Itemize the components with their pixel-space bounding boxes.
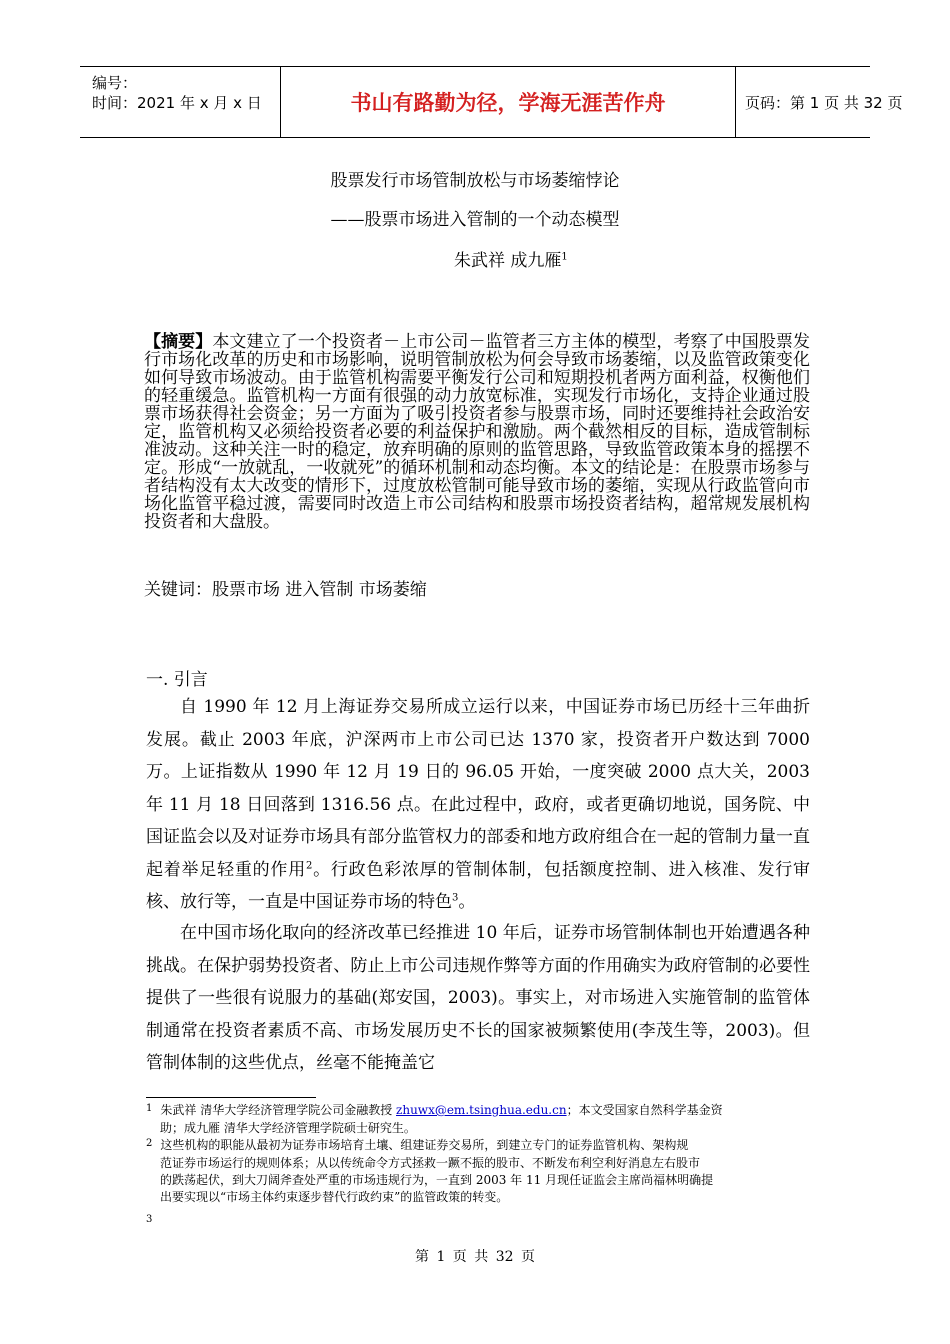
footnote-ref-2[interactable]: 2 — [305, 859, 313, 871]
paper-subtitle: ——股票市场进入管制的一个动态模型 — [330, 210, 620, 230]
number-label: 编号： — [92, 74, 138, 92]
paragraph-text: 在中国市场化取向的经济改革已经推进 10 年后，证券市场管制体制也开始遭遇各种挑战。在保护弱势投资者、防止上市公司违规作弊等方面的作用确实为政府管制的必要性提供了一些很有说服力的基础(郑安国，2003)。事实上，对市场进入实施管制的监管体制通常在投资者素质不高、市场发展历史不长的国家被频繁使用(李茂生等，2003)。但管制体制的这些优点，丝毫不能掩盖它 — [146, 923, 810, 1073]
paragraph-text: 。行政色彩浓厚的管制体制，包括额度控制、进入核准、发行审核、放行等，一直是中国证券市场的特色 — [146, 859, 811, 912]
footnote-2 — [146, 1137, 816, 1206]
page-count-label: 页码：第 1 页 共 32 页 — [745, 93, 903, 112]
header-meta — [80, 67, 280, 137]
body-paragraph-2 — [146, 917, 810, 1080]
time-label: 时间：2021 年 x 月 x 日 — [92, 94, 262, 112]
footnote-text: 出要实现以“市场主体约束逐步替代行政约束”的监管政策的转变。 — [160, 1190, 509, 1204]
abstract — [144, 333, 810, 531]
footnote-1 — [146, 1102, 816, 1137]
paper-title: 股票发行市场管制放松与市场萎缩悖论 — [330, 171, 620, 191]
page-footer: 第 1 页 共 32 页 — [415, 1249, 535, 1265]
footnote-text: 助；成九雁 清华大学经济管理学院硕士研究生。 — [160, 1121, 416, 1135]
body-paragraph-1 — [146, 691, 810, 919]
footnote-number: 2 — [146, 1138, 153, 1149]
page-header — [80, 66, 903, 138]
keywords: 关键词：股票市场 进入管制 市场萎缩 — [144, 580, 427, 600]
footnote-number: 1 — [146, 1103, 153, 1114]
footnote-text: 这些机构的职能从最初为证券市场培育土壤、组建证券交易所，到建立专门的证券监管机构、架构规 — [160, 1138, 689, 1152]
footnote-ref-3[interactable]: 3 — [452, 892, 459, 904]
footnote-text: 朱武祥 清华大学经济管理学院公司金融教授 — [160, 1103, 397, 1117]
paragraph-text: 自 1990 年 12 月上海证券交易所成立运行以来，中国证券市场已历经十三年曲折发展。截止 2003 年底，沪深两市上市公司已达 1370 家，投资者开户数达到 7000 万。上证指数从 1990 年 12 月 19 日的 96.05 开始，一度突破 2000 点大关，2003 年 11 月 18 日回落到 1316.56 点。在此过程中，政府，或者更确切地说，国务院、中国证监会以及对证券市场具有部分监管权力的部委和地方政府组合在一起的管制力量一直起着举足轻重的作用 — [146, 697, 810, 880]
header-slogan-cell — [280, 67, 736, 137]
author-footnote-ref[interactable]: 1 — [561, 251, 568, 263]
header-slogan: 书山有路勤为径，学海无涯苦作舟 — [350, 91, 666, 115]
footnote-number: 3 — [146, 1214, 153, 1225]
paragraph-text: 。 — [458, 892, 476, 912]
section-heading: 一. 引言 — [146, 670, 208, 690]
footnote-3 — [146, 1213, 816, 1231]
abstract-tag: 【摘要】 — [144, 332, 213, 352]
author-names: 朱武祥 成九雁 — [454, 251, 562, 271]
paper-authors — [454, 246, 568, 271]
footnote-text: 的跌荡起伏，到大刀阔斧查处严重的市场违规行为，一直到 2003 年 11 月现任证监会主席尚福林明确提 — [160, 1173, 714, 1187]
abstract-text: 本文建立了一个投资者－上市公司－监管者三方主体的模型，考察了中国股票发行市场化改革的历史和市场影响，说明管制放松为何会导致市场萎缩，以及监管政策变化如何导致市场波动。由于监管机构需要平衡发行公司和短期投机者两方面利益，权衡他们的轻重缓急。监管机构一方面有很强的动力放宽标准，实现发行市场化，支持企业通过股票市场获得社会资金；另一方面为了吸引投资者参与股票市场，同时还要维持社会政治安定，监管机构又必须给投资者必要的利益保护和激励。两个截然相反的目标，造成管制标准波动。这种关注一时的稳定，放弃明确的原则的监管思路，导致监管政策本身的摇摆不定。形成“一放就乱，一收就死”的循环机制和动态均衡。本文的结论是：在股票市场参与者结构没有太大改变的情形下，过度放松管制可能导致市场的萎缩，实现从行政监管向市场化监管平稳过渡，需要同时改造上市公司结构和股票市场投资者结构，超常规发展机构投资者和大盘股。 — [144, 332, 811, 532]
footnote-divider — [146, 1097, 316, 1098]
author-email-link[interactable]: zhuwx@em.tsinghua.edu.cn — [396, 1103, 567, 1117]
footnote-text: ；本文受国家自然科学基金资 — [566, 1103, 723, 1117]
footnote-text: 范证券市场运行的规则体系；从以传统命令方式拯救一蹶不振的股市、不断发布利空利好消息左右股市 — [160, 1156, 701, 1170]
